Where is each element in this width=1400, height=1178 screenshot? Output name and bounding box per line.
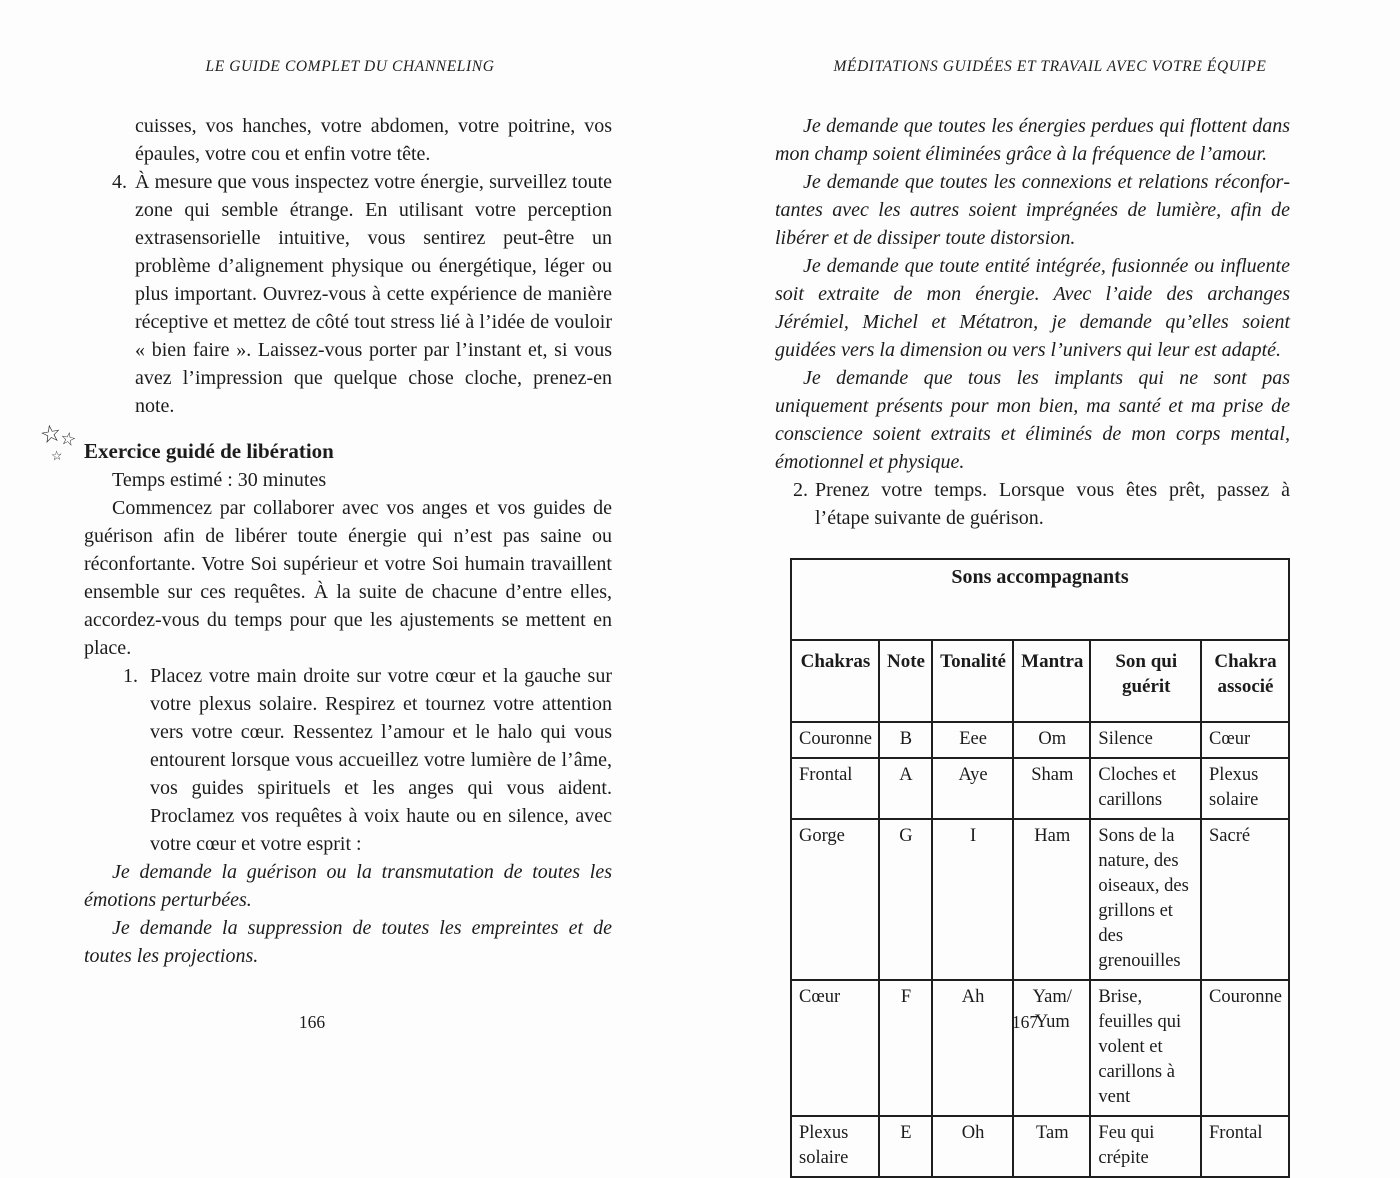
table-cell: Silence: [1090, 722, 1201, 758]
table-cell: Feu qui crépite: [1090, 1116, 1201, 1177]
section-heading: [37, 418, 612, 466]
table-row: [791, 758, 1289, 819]
left-page-content: [37, 112, 612, 970]
page-number-right: 167: [1011, 1012, 1039, 1032]
table-cell: Cloches et carillons: [1090, 758, 1201, 819]
running-head-left: LE GUIDE COMPLET DU CHANNELING: [205, 58, 495, 75]
page-number-left: 166: [298, 1012, 326, 1032]
table-cell: G: [879, 819, 932, 980]
table-cell: Ah: [932, 980, 1013, 1116]
table-cell: Couronne: [791, 722, 879, 758]
table-row: [791, 722, 1289, 758]
invocation-paragraph: Je demande que tous les implants qui ne sont pas uniquement présents pour mon bien, ma santé et ma prise de conscience soient extraits et éliminés de mon corps mental, émotionnel et physique.: [775, 367, 1290, 473]
table-cell: Gorge: [791, 819, 879, 980]
table-cell: Plexus solaire: [791, 1116, 879, 1177]
list-number: 4.: [112, 171, 127, 193]
numbered-item-1: [84, 662, 612, 858]
table-cell: Yam/ Yum: [1013, 980, 1090, 1116]
table-cell: Oh: [932, 1116, 1013, 1177]
table-cell: Tam: [1013, 1116, 1090, 1177]
list-text: Placez votre main droite sur votre cœur et la gauche sur votre plexus solaire. Respirez et tournez votre attention vers votre cœur. Ressentez l’amour et le halo qui vous entourent lorsque vous accueillez votre lumière de l’âme, vos guides spirituels et les anges qui vous aident. Proclamez vos requêtes à voix haute ou en silence, avec votre cœur et votre esprit :: [150, 665, 612, 855]
invocation-paragraph: Je demande que toutes les énergies perdues qui flottent dans mon champ soient éliminées grâce à la fréquence de l’amour.: [775, 115, 1290, 165]
right-page: [700, 0, 1400, 1168]
table-cell: Cœur: [791, 980, 879, 1116]
invocation-paragraph: Je demande que toute entité intégrée, fusionnée ou influente soit extraite de mon énergie. Avec l’aide des archanges Jérémiel, Michel et Métatron, je demande qu’elles soient guidées vers la dimension ou vers l’univers qui leur est adapté.: [775, 255, 1290, 361]
list-text: À mesure que vous inspectez votre énergie, surveillez toute zone qui semble étrange. En utilisant votre perception extrasensorielle intuitive, vous sentirez peut-être un problème d’alignement physique ou énergétique, léger ou plus important. Ouvrez-vous à cette expérience de manière réceptive et mettez de côté tout stress lié à l’idée de vouloir « bien faire ». Laissez-vous porter par l’instant et, si vous avez l’impression que quelque chose cloche, prenez-en note.: [135, 171, 612, 417]
list-item-continuation: [84, 112, 612, 168]
table-cell: I: [932, 819, 1013, 980]
table-cell: Couronne: [1201, 980, 1289, 1116]
star-icon: ☆: [58, 427, 78, 452]
table-row: [791, 819, 1289, 980]
table-cell: Om: [1013, 722, 1090, 758]
table-cell: Cœur: [1201, 722, 1289, 758]
running-head-right: MÉDITATIONS GUIDÉES ET TRAVAIL AVEC VOTRE ÉQUIPE: [833, 58, 1267, 75]
table-cell: Frontal: [1201, 1116, 1289, 1177]
table-header-row: [791, 640, 1289, 722]
numbered-item-4: [84, 168, 612, 420]
table-cell: Eee: [932, 722, 1013, 758]
table-cell: Sham: [1013, 758, 1090, 819]
left-page: [0, 0, 700, 1115]
list-text: cuisses, vos hanches, votre abdomen, votre poitrine, vos épaules, votre cou et enfin votre tête.: [135, 115, 612, 165]
table-title-row: [791, 559, 1289, 640]
stars-icon: [37, 418, 84, 468]
table-cell: Frontal: [791, 758, 879, 819]
table-cell: Brise, feuilles qui volent et carillons à vent: [1090, 980, 1201, 1116]
table-cell: E: [879, 1116, 932, 1177]
star-icon: ☆: [50, 448, 64, 465]
column-header: Son qui guérit: [1090, 640, 1201, 722]
invocation-paragraph: Je demande la suppression de toutes les empreintes et de toutes les projections.: [84, 917, 612, 967]
invocation-paragraph: Je demande la guérison ou la transmutation de toutes les émotions perturbées.: [84, 861, 612, 911]
column-header: Mantra: [1013, 640, 1090, 722]
column-header: Chakra associé: [1201, 640, 1289, 722]
section-title: Exercice guidé de libération: [84, 439, 334, 463]
table-cell: Sacré: [1201, 819, 1289, 980]
table-cell: Ham: [1013, 819, 1090, 980]
section-intro-paragraph: Commencez par collaborer avec vos anges et vos guides de guérison afin de libérer toute énergie qui n’est pas saine ou réconfortante. Votre Soi supérieur et votre Soi humain travaillent ensemble sur ces requêtes. À la suite de chacune d’entre elles, accordez-vous du temps pour que les ajustements se mettent en place.: [84, 497, 612, 659]
estimated-time: Temps estimé : 30 minutes: [112, 469, 327, 491]
numbered-item-2: [775, 476, 1290, 532]
table-cell: Plexus solaire: [1201, 758, 1289, 819]
table-cell: Aye: [932, 758, 1013, 819]
table-cell: B: [879, 722, 932, 758]
list-number: 1.: [123, 665, 138, 687]
table-row: [791, 1116, 1289, 1177]
list-number: 2.: [793, 479, 808, 501]
list-text: Prenez votre temps. Lorsque vous êtes prêt, passez à l’étape suivante de guérison.: [815, 479, 1290, 529]
table-title: Sons accompagnants: [791, 559, 1289, 640]
column-header: Tonalité: [932, 640, 1013, 722]
sounds-table: [790, 558, 1290, 1178]
invocation-paragraph: Je demande que toutes les connexions et relations réconfortantes avec les autres soient imprégnées de lumière, afin de libérer et de dissiper toute distorsion.: [775, 171, 1290, 249]
sounds-table-wrapper: [790, 558, 1290, 1178]
table-cell: F: [879, 980, 932, 1116]
column-header: Chakras: [791, 640, 879, 722]
table-cell: Sons de la nature, des oiseaux, des grillons et des grenouilles: [1090, 819, 1201, 980]
column-header: Note: [879, 640, 932, 722]
star-icon: ☆: [37, 418, 64, 450]
table-cell: A: [879, 758, 932, 819]
table-row: [791, 980, 1289, 1116]
